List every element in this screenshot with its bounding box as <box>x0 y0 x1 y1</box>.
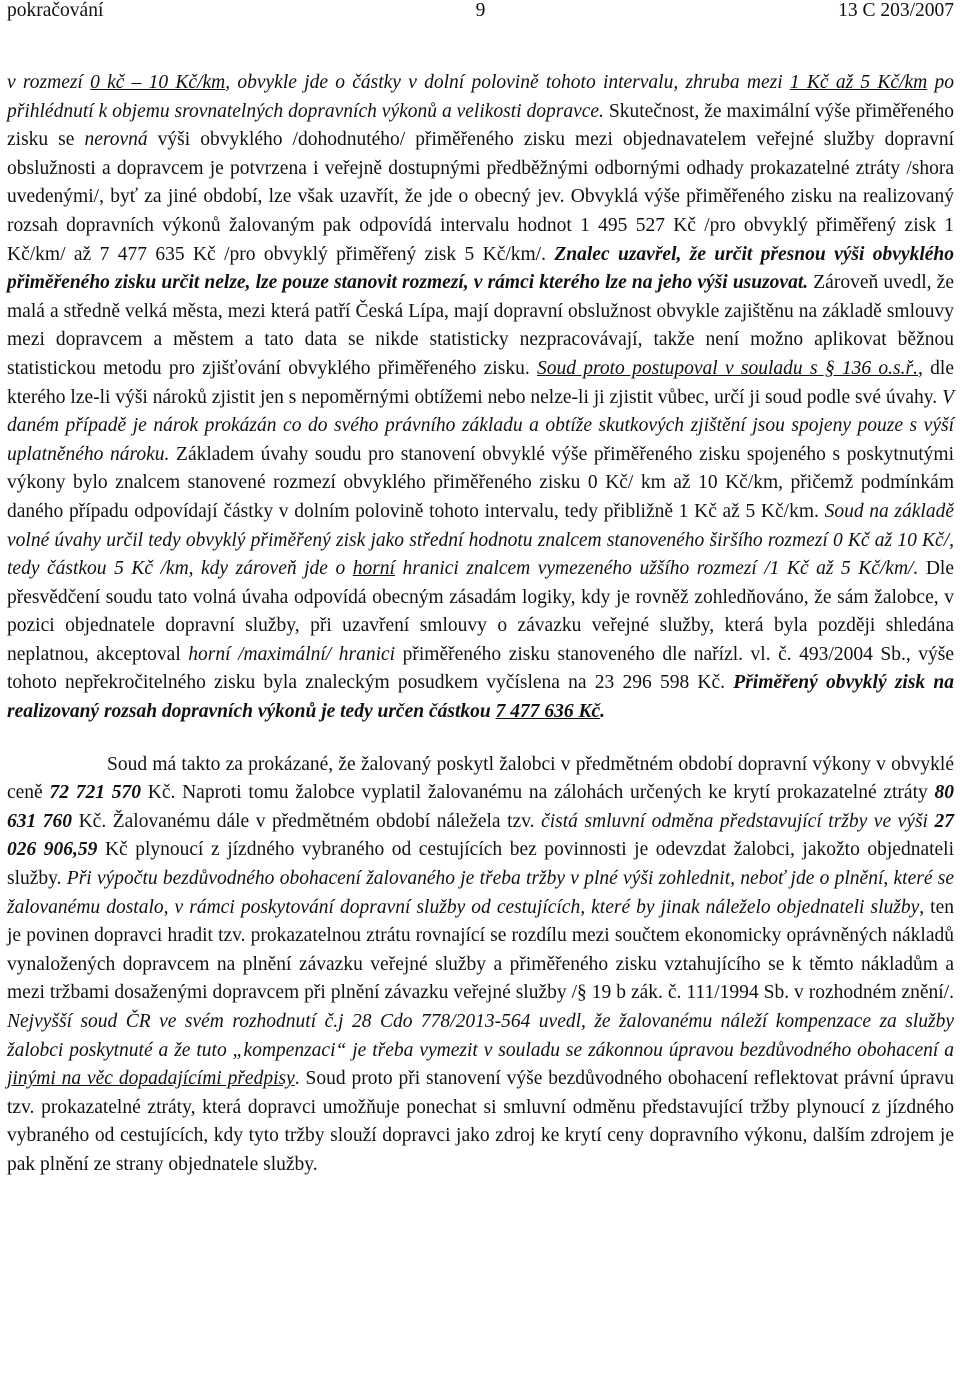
text-span: horní /maximální/ hranici <box>188 643 396 665</box>
text-span: Znalec uzavřel, že určit přesnou výši obvyklého přiměřeného zisku určit nelze, lze pouze stanovit rozmezí, v rámci kterého lze na jeho výši usuzovat. <box>7 243 955 294</box>
text-span: Základem úvahy soudu pro stanovení obvyklé výše přiměřeného zisku spojeného s poskytnutými výkony bylo znalcem stanovené rozmezí obvyklého přiměřeného zisku 0 Kč/ km až 10 Kč/km, přičemž podmínkám daného případu odpovídají částky v dolním polovině tohoto intervalu, tedy přibližně 1 Kč až 5 Kč/km. <box>7 443 954 522</box>
text-span: Soud má takto za prokázané, že žalovaný poskytl žalobci v předmětném období dopravní výkony v obvyklé ceně <box>7 753 954 804</box>
text-span: Soud proto postupoval v souladu s § 136 o.s.ř. <box>536 357 918 379</box>
text-span: , ten je povinen dopravci hradit tzv. prokazatelnou ztrátu rovnající se rozdílu mezi součtem ekonomicky oprávněných nákladů vynaložených dopravcem na plnění závazku veřejné služby a přiměřeného zisku vztahujícího se k těmto nákladům a mezi tržbami dosaženými dopravcem při plnění závazku veřejné služby /§ 19 b zák. č. 111/1994 Sb. v rozhodném znění/. <box>7 896 955 1004</box>
text-span: Kč. Žalovanému dále v předmětném období náležela tzv. <box>72 810 542 832</box>
text-span: Přiměřený obvyklý zisk na realizovaný rozsah dopravních výkonů je tedy určen částkou <box>7 672 955 723</box>
text-span: hranici znalcem vymezeného užšího rozmezí /1 Kč až 5 Kč/km/. <box>394 558 919 580</box>
text-span: 7 477 636 Kč <box>495 701 601 723</box>
paragraph-expert-opinion <box>7 69 954 727</box>
text-span: v rozmezí <box>7 72 91 93</box>
text-span: Skutečnost, že maximální výše přiměřeného zisku se <box>7 100 954 151</box>
text-span: jinými na věc dopadajícími předpisy <box>7 1068 295 1090</box>
text-span: . Soud proto při stanovení výše bezdůvodného obohacení reflektovat právní úpravu tzv. prokazatelné ztráty, která dopravci umožňuje ponechat si smluvní odměnu představující tržby plynoucí z jízdného vybraného od cestujících, kdy tyto tržby slouží dopravci jako zdroj ke krytí ceny dopravního výkonu, dalším zdrojem je pak plnění ze strany objednatele služby. <box>7 1068 954 1175</box>
text-span: 1 Kč až 5 Kč/km <box>789 72 928 93</box>
paragraph-court-conclusion <box>7 751 954 1180</box>
text-span: přiměřeného zisku stanoveného dle nařízl. vl. č. 493/2004 Sb., výše tohoto nepřekročitelného zisku byla znaleckým posudkem vyčíslena na 23 296 598 Kč. <box>7 643 954 694</box>
text-span: Dle přesvědčení soudu tato volná úvaha odpovídá obecným zásadám logiky, kdy je rovněž zohledňováno, že sám žalobce, v pozici objednatele dopravní služby, při uzavření smlouvy o závazku veřejné služby, která byla později shledána neplatnou, akceptoval <box>7 558 954 665</box>
text-span: horní <box>352 558 395 580</box>
text-span: , dle kterého lze-li výši nároků zjistit jen s nepoměrnými obtížemi nebo nelze-li ji zjistit vůbec, určí ji soud podle své úvahy. <box>7 357 954 408</box>
text-span: po přihlédnutí k objemu srovnatelných dopravních výkonů a velikosti dopravce. <box>7 72 954 122</box>
text-span: nerovná <box>84 129 148 151</box>
text-span: 80 631 760 <box>7 782 954 832</box>
header-continuation-label: pokračování <box>7 0 104 21</box>
text-span: Soud na základě volné úvahy určil tedy obvyklý přiměřený zisk jako střední hodnotu znalcem stanoveného širšího rozmezí 0 Kč až 10 Kč/, tedy částkou 5 Kč /km, kdy zároveň jde o <box>7 500 954 580</box>
text-span: 0 kč – 10 Kč/km <box>90 72 226 93</box>
page-number: 9 <box>475 0 486 21</box>
text-span: 72 721 570 <box>49 782 141 804</box>
text-span: V daném případě je nárok prokázán co do svého právního základu a obtíže skutkových zjištění jsou spojeny pouze s výší uplatněného nároku. <box>7 386 954 465</box>
text-span: Zároveň uvedl, že malá a středně velká města, mezi která patří Česká Lípa, mají dopravní obslužnost obvykle zajištěnu na základě smlouvy mezi dopravcem a městem a tato data se nikde statisticky nezpracovávají, takže není možno aplikovat běžnou statistickou metodu pro zjišťování obvyklého přiměřeného zisku. <box>7 272 954 379</box>
page-header <box>7 0 954 28</box>
text-span: Nejvyšší soud ČR ve svém rozhodnutí č.j 28 Cdo 778/2013-564 uvedl, že žalovanému náleží kompenzace za služby žalobci poskytnuté a že tuto „kompenzaci“ je třeba vymezit v souladu se zákonnou úpravou bezdůvodného obohacení a <box>7 1011 954 1061</box>
text-span: Při výpočtu bezdůvodného obohacení žalovaného je třeba tržby v plné výši zohlednit, neboť jde o plnění, které se žalovanému dostalo, v rámci poskytování dopravní služby od cestujících, které by jinak náleželo objednateli služby <box>7 868 954 918</box>
text-span: . <box>600 701 606 723</box>
text-span: , obvykle jde o částky v dolní polovině tohoto intervalu, zhruba mezi <box>225 72 790 93</box>
text-span: čistá smluvní odměna představující tržby ve výši <box>541 810 928 832</box>
case-number: 13 C 203/2007 <box>838 0 954 21</box>
text-span: 27 026 906,59 <box>7 810 955 861</box>
text-span: Kč plynoucí z jízdného vybraného od cestujících bez povinnosti je odevzdat žalobci, jakožto objednateli služby. <box>7 839 955 890</box>
text-span: Kč. Naproti tomu žalobce vyplatil žalovanému na zálohách určených ke krytí prokazatelné ztráty <box>140 782 935 804</box>
text-span: výši obvyklého /dohodnutého/ přiměřeného zisku mezi objednavatelem veřejné služby dopravní obslužnosti a dopravcem je potvrzena i veřejně dostupnými předběžnými odbornými odhady prokazatelné ztráty /shora uvedenými/, byť za jiné období, lze však uzavřít, že jde o obecný jev. Obvyklá výše přiměřeného zisku na realizovaný rozsah dopravních výkonů žalovaným pak odpovídá intervalu hodnot 1 495 527 Kč /pro obvyklý přiměřený zisk 1 Kč/km/ až 7 477 635 Kč /pro obvyklý přiměřený zisk 5 Kč/km/. <box>7 129 954 265</box>
